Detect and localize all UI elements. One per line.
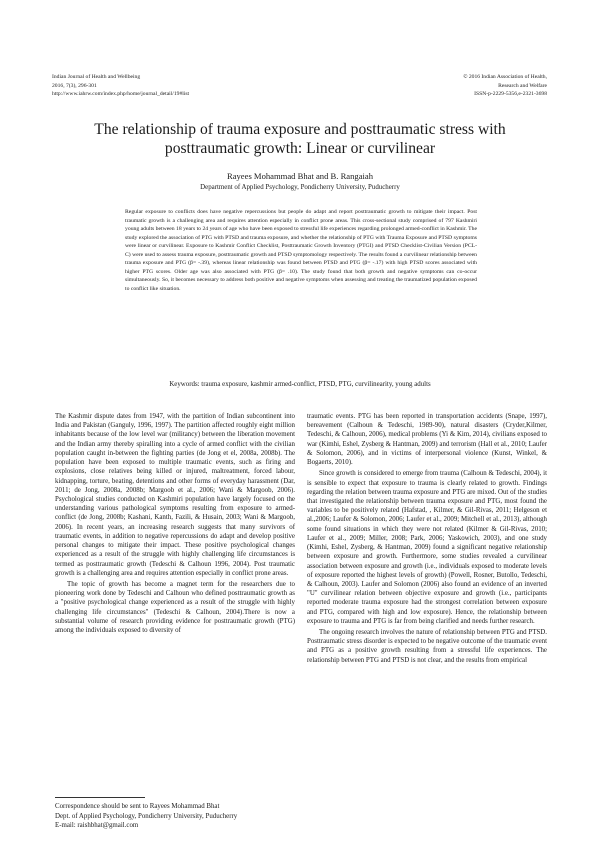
paragraph: The ongoing research involves the nature of relationship between PTG and PTSD. Posttraumatic stress disorder is expected to be negative outcome of the traumatic event and PTG as a positive growth resulting from a stressful life experiences. The relationship between PTG and PTSD is not clear, and the results from empirical [307,629,547,664]
paragraph: traumatic events. PTG has been reported in transportation accidents (Snape, 1997), bereavement (Calhoun & Tedeschi, 1989-90), natural disasters (Cryder,Kilmer, Tedeschi, & Calhoun, 2006), medical problems (Yi & Kim, 2014), civilians exposed to war (Kimhi, Eshel, Zysberg & Hantman, 2009) and terrorism (Hall et al., 2010; Laufer & Solomon, 2006), and in victims of interpersonal violence (Kunst, Winkel, & Bogaerts, 2010). [307,413,547,467]
author-affiliation: Department of Applied Psychology, Pondicherry University, Puducherry [200,184,400,191]
journal-header-left [52,73,189,99]
paper-title: The relationship of trauma exposure and posttraumatic stress with posttraumatic growth: Linear or curvilinear [94,121,506,157]
copyright-line: © 2016 Indian Association of Health, [463,74,547,80]
issn-line: ISSN-p-2229-5356,e-2321-3698 [474,91,547,98]
footnote-correspondence: Correspondence should be sent to Rayees Mohammad Bhat [55,803,220,810]
journal-header-right [463,73,547,99]
paper-authors: Rayees Mohammad Bhat and B. Rangaiah [226,171,374,181]
footnote-email[interactable]: E-mail: raishbhat@gmail.com [55,822,139,829]
keywords: Keywords: trauma exposure, kashmir armed-conflict, PTSD, PTG, curvilinearity, young adults [169,381,431,388]
footnote-divider [55,797,145,798]
paragraph: The topic of growth has become a magnet term for the researchers due to pioneering work done by Tedeschi and Calhoun who defined posttraumatic growth as a "positive psychological change experienced as a result of the struggle with highly challenging life circumstances" (Tedeschi & Calhoun, 2004).There is now a substantial volume of research providing evidence for posttraumatic growth (PTG) among the individuals exposed to diversity of [55,580,295,635]
copyright-line-2: Research and Welfare [498,82,547,89]
correspondence-footnote [55,802,295,831]
abstract: Regular exposure to conflicts does have negative repercussions but people do adapt and report posttraumatic growth to mitigate their impact. Post traumatic growth is a challenging area and requires attention especially in conflict prone areas. This cross-sectional study comprised of 797 Kashmiri young adults between 18 years to 24 years of age who have been exposed to stressful life experiences regarding prolonged armed-conflict in Kashmir. The study explored the association of PTG with PTSD and trauma exposure, and whether the relationship of PTG with Trauma Exposure and PTSD symptoms were linear or curvilinear. Exposure to Kashmir Conflict Checklist, Posttraumatic Growth Inventory (PTGI) and PTSD Checklist-Civilian Version (PCL-C) were used to assess trauma exposure, posttraumatic growth and PTSD symptomology respectively. The results found a curvilinear relationship between trauma exposure and PTG (β= -.39), whereas linear relationship was found between PTSD and PTG (β= -.17) with high PTSD scores associated with higher PTG scores. Older age was also associated with PTG (β= .10). The study found that both growth and negative symptoms can co-occur simultaneously. So, it becomes necessary to address both positive and negative symptoms when assessing and treating the traumatized population exposed to conflict like situation. [125,209,477,292]
body-column-left [55,412,295,637]
journal-issue: 2016, 7(3), 296-301 [52,82,97,89]
paragraph: Since growth is considered to emerge from trauma (Calhoun & Tedeschi, 2004), it is sensible to expect that exposure to trauma is clearly related to growth. Findings regarding the relation between trauma exposure and PTG are mixed. Out of the studies that investigated the relationship between trauma exposure and PTG, most found the variables to be positively related (Hafstad, , Kilmer, & Gil-Rivas, 2011; Helgeson et al.,2006; Laufer & Solomon, 2006; Laufer et al., 2009; Mitchell et al., 2013), although some found situations in which they were not related (Kilmer & Gil-Rivas, 2010; Laufer et al., 2009; Miller, 2008; Park, 2006; Yaskowich, 2003), and one study (Kimhi, Eshel, Zysberg, & Hantman, 2009) found a significant negative relationship between exposure and growth. Furthermore, some studies revealed a curvilinear association between exposure and growth (i.e., individuals exposed to moderate levels of exposure reported the highest levels of growth) (Powell, Rosner, Butollo, Tedeschi, & Calhoun, 2003). Laufer and Solomon (2006) also found an evidence of an inverted "U" curvilinear relation between objective exposure and growth (i.e., participants reported moderate trauma exposure had the strongest correlation between exposure and PTG, compared with high and low exposure). Hence, the relationship between exposure to trauma and PTG is far from being clarified and needs further research. [307,470,547,625]
paragraph: The Kashmir dispute dates from 1947, with the partition of Indian subcontinent into India and Pakistan (Ganguly, 1996, 1997). The partition affected roughly eight million inhabitants because of the low level war (militancy) between the liberation movement and the Indian army thereby spiralling into a cycle of armed conflict with the civilian population caught in-between the fighting parties (de Jong et el, 2008a, 2008b). The population have been exposed to multiple traumatic events, such as firing and explosions, close relatives being killed or injured, maltreatment, forced labour, kidnapping, torture, beating, detentions and other forms of everyday harassment (Dar, 2011; de Jong, 2008a, 2008b; Margoob et al., 2006; Wani & Margoob, 2006). Psychological studies conducted on Kashmiri population have largely focused on the understanding various pathological symptoms resulting from exposure to armed-conflict (de Jong, 2008b; Kashani, Kanth, Fazili, & Husain, 2003; Wani & Margoob, 2006). In recent years, an increasing research suggests that many survivors of traumatic events, in addition to negative repercussions do adapt and develop positive personal changes to mitigate their impact. These positive psychological changes experienced as a result of the struggle with highly challenging life circumstances is termed as posttraumatic growth (Tedeschi & Calhoun 1996, 2004). Post traumatic growth is a challenging area and requires attention especially in conflict prone areas. [55,413,295,577]
body-column-right [307,412,547,667]
journal-url[interactable]: http://www.iahrw.com/index.php/home/journal_detail/19#list [52,91,190,98]
footnote-department: Dept. of Applied Psychology, Pondicherry University, Puducherry [55,812,238,820]
journal-name: Indian Journal of Health and Wellbeing [52,74,141,80]
